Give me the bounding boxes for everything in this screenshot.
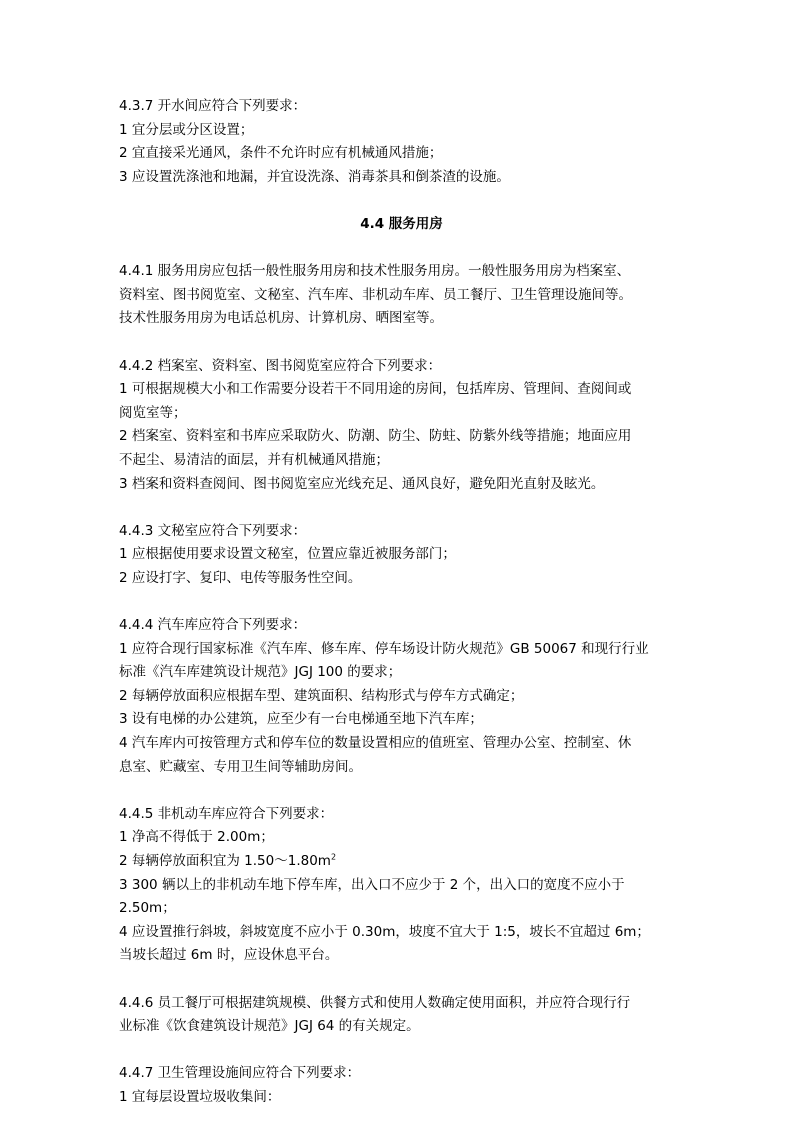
clause-item: 2 档案室、资料室和书库应采取防火、防潮、防尘、防蛀、防紫外线等措施；地面应用 [119, 428, 632, 445]
spacer [119, 1039, 684, 1063]
section-title-4-4-3: 4.4.3 文秘室应符合下列要求： [119, 522, 307, 539]
clause-item: 2 应设打字、复印、电传等服务性空间。 [119, 569, 362, 586]
clause-text: 2 每辆停放面积宜为 1.50～1.80m [119, 853, 331, 869]
clause-item: 当坡长超过 6m 时，应设休息平台。 [119, 947, 339, 964]
clause-item [119, 850, 684, 874]
clause-item: 3 300 辆以上的非机动车地下停车库，出入口不应少于 2 个，出入口的宽度不应小于 [119, 876, 625, 893]
clause-item: 1 净高不得低于 2.00m； [119, 829, 274, 846]
section-title-4-4-5: 4.4.5 非机动车库应符合下列要求： [119, 805, 334, 822]
clause-item: 3 应设置洗涤池和地漏，并宜设洗涤、消毒茶具和倒茶渣的设施。 [119, 168, 510, 185]
clause-item: 1 宜每层设置垃圾收集间： [119, 1088, 281, 1105]
spacer [119, 779, 684, 803]
superscript-exponent: 2 [330, 852, 337, 862]
clause-item: 3 设有电梯的办公建筑，应至少有一台电梯通至地下汽车库； [119, 711, 483, 728]
paragraph-line-4-4-6: 业标准《饮食建筑设计规范》JGJ 64 的有关规定。 [119, 1018, 420, 1035]
paragraph-line-4-4-6: 4.4.6 员工餐厅可根据建筑规模、供餐方式和使用人数确定使用面积，并应符合现行行 [119, 994, 631, 1011]
spacer [119, 331, 684, 355]
section-title-4-4-2: 4.4.2 档案室、资料室、图书阅览室应符合下列要求： [119, 357, 442, 374]
spacer [119, 496, 684, 520]
clause-item: 4 汽车库内可按管理方式和停车位的数量设置相应的值班室、管理办公室、控制室、休 [119, 735, 632, 752]
clause-item: 1 应符合现行国家标准《汽车库、修车库、停车场设计防火规范》GB 50067 和现行行业 [119, 640, 649, 657]
paragraph-line-4-4-1: 技术性服务用房为电话总机房、计算机房、晒图室等。 [119, 310, 443, 327]
clause-item: 2 宜直接采光通风，条件不允许时应有机械通风措施； [119, 145, 443, 162]
section-title-4-3-7: 4.3.7 开水间应符合下列要求： [119, 98, 307, 114]
section-title-4-4-7: 4.4.7 卫生管理设施间应符合下列要求： [119, 1065, 361, 1082]
spacer [119, 590, 684, 614]
paragraph-line-4-4-1: 4.4.1 服务用房应包括一般性服务用房和技术性服务用房。一般性服务用房为档案室、 [119, 263, 631, 280]
spacer [119, 237, 684, 261]
document-body [119, 95, 684, 1110]
chapter-heading-4-4: 4.4 服务用房 [360, 215, 443, 232]
clause-item: 3 档案和资料查阅间、图书阅览室应光线充足、通风良好，避免阳光直射及眩光。 [119, 475, 605, 492]
clause-item: 息室、贮藏室、专用卫生间等辅助房间。 [119, 758, 362, 775]
clause-item: 标准《汽车库建筑设计规范》JGJ 100 的要求； [119, 664, 402, 681]
clause-item: 不起尘、易清洁的面层，并有机械通风措施； [119, 451, 389, 468]
section-title-4-4-4: 4.4.4 汽车库应符合下列要求： [119, 617, 307, 634]
clause-item: 1 宜分层或分区设置； [119, 121, 254, 138]
clause-item: 阅览室等； [119, 404, 187, 421]
clause-item: 2.50m； [119, 900, 176, 917]
spacer [119, 189, 684, 213]
clause-item: 1 应根据使用要求设置文秘室，位置应靠近被服务部门； [119, 546, 456, 563]
clause-item: 4 应设置推行斜坡，斜坡宽度不应小于 0.30m，坡度不宜大于 1:5，坡长不宜超过 6m； [119, 923, 650, 940]
spacer [119, 968, 684, 992]
clause-item: 1 可根据规模大小和工作需要分设若干不同用途的房间，包括库房、管理间、查阅间或 [119, 381, 632, 398]
clause-item: 2 每辆停放面积应根据车型、建筑面积、结构形式与停车方式确定； [119, 687, 524, 704]
paragraph-line-4-4-1: 资料室、图书阅览室、文秘室、汽车库、非机动车库、员工餐厅、卫生管理设施间等。 [119, 286, 632, 303]
